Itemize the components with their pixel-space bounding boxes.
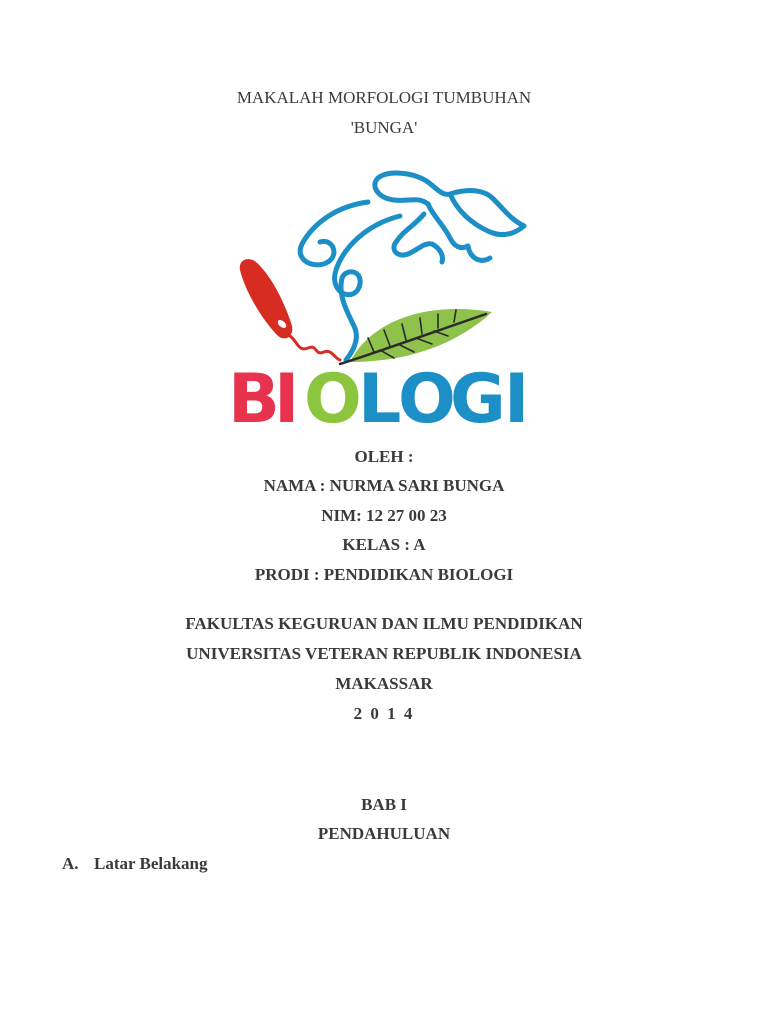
author-nim: NIM: 12 27 00 23 [321,506,447,525]
logo-letter-b: B [228,360,280,428]
logo-letter-i: I [274,360,300,428]
logo-letter-i2: I [504,360,530,428]
document-title: MAKALAH MORFOLOGI TUMBUHAN [236,88,532,107]
logo-letter-l: L [358,360,402,428]
author-oleh: OLEH : [354,447,414,466]
section-number: A. [62,854,79,873]
institution-year: 2 0 1 4 [353,704,415,723]
biologi-logo [228,166,540,428]
logo-letter-o2: O [398,360,456,428]
author-program: PRODI : PENDIDIKAN BIOLOGI [254,565,514,584]
institution-faculty: FAKULTAS KEGURUAN DAN ILMU PENDIDIKAN [185,614,583,633]
section-heading [62,854,208,874]
document-subtitle: 'BUNGA' [350,118,418,137]
logo-letter-o: O [304,360,362,428]
chapter-number: BAB I [361,795,407,814]
section-title: Latar Belakang [94,854,208,873]
logo-letter-g: G [450,360,506,428]
institution-university: UNIVERSITAS VETERAN REPUBLIK INDONESIA [186,644,582,663]
author-name: NAMA : NURMA SARI BUNGA [263,476,505,495]
institution-city: MAKASSAR [335,674,433,693]
chapter-title: PENDAHULUAN [317,824,451,843]
author-class: KELAS : A [342,535,426,554]
